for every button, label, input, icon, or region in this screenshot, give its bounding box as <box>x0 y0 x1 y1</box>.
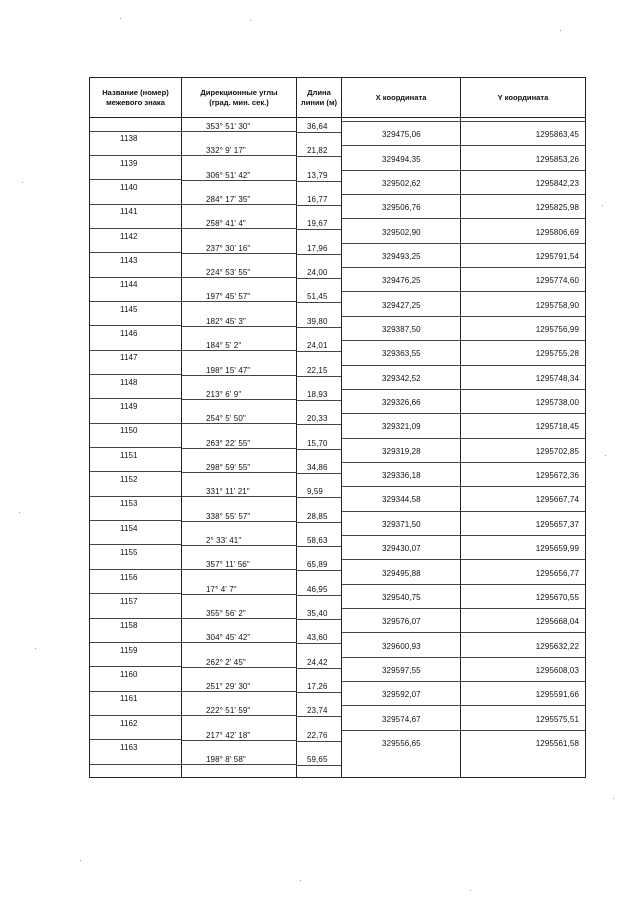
row-separator <box>90 277 181 278</box>
row-separator <box>90 544 181 545</box>
directional-angle: 184° 5' 2" <box>206 341 242 351</box>
row-separator <box>182 423 296 424</box>
row-separator <box>90 691 181 692</box>
line-length: 24,00 <box>307 268 328 278</box>
row-separator <box>297 716 341 717</box>
header-y-coordinate: Y координата <box>461 78 586 118</box>
row-separator <box>182 569 296 570</box>
row-separator <box>342 365 460 366</box>
row-separator <box>297 156 341 157</box>
y-coordinate: 1295667,74 <box>535 495 579 505</box>
directional-angle: 197° 45' 57" <box>206 292 251 302</box>
row-separator <box>297 254 341 255</box>
point-name: 1153 <box>120 499 138 509</box>
directional-angle: 182° 45' 3" <box>206 316 246 326</box>
point-name: 1141 <box>120 207 138 217</box>
row-separator <box>461 145 585 146</box>
row-separator <box>342 170 460 171</box>
row-separator <box>90 642 181 643</box>
row-separator <box>461 681 585 682</box>
point-name: 1160 <box>120 669 138 679</box>
directional-angle: 217° 42' 18" <box>206 730 251 740</box>
x-coordinate: 329342,52 <box>382 373 421 383</box>
directional-angle: 254° 5' 50" <box>206 414 246 424</box>
column-x-coordinate <box>342 118 461 778</box>
scan-speck <box>613 798 614 799</box>
line-length: 16,77 <box>307 195 328 205</box>
x-coordinate: 329344,58 <box>382 495 421 505</box>
row-separator <box>461 267 585 268</box>
row-separator <box>461 340 585 341</box>
column-point-name <box>90 118 182 778</box>
row-separator <box>90 764 181 765</box>
header-point-name: Название (номер) межевого знака <box>90 78 182 118</box>
scan-speck <box>120 18 121 19</box>
column-directional-angle <box>182 118 297 778</box>
row-separator <box>461 535 585 536</box>
directional-angle: 338° 55' 57" <box>206 511 251 521</box>
row-separator <box>342 486 460 487</box>
y-coordinate: 1295748,34 <box>535 373 579 383</box>
row-separator <box>342 316 460 317</box>
point-name: 1154 <box>120 523 138 533</box>
x-coordinate: 329556,65 <box>382 738 421 748</box>
row-separator <box>90 374 181 375</box>
row-separator <box>90 155 181 156</box>
line-length: 23,74 <box>307 706 328 716</box>
row-separator <box>90 398 181 399</box>
point-name: 1140 <box>120 182 138 192</box>
row-separator <box>90 471 181 472</box>
row-separator <box>90 228 181 229</box>
y-coordinate: 1295738,00 <box>535 398 579 408</box>
line-length: 46,95 <box>307 584 328 594</box>
point-name: 1161 <box>120 694 138 704</box>
row-separator <box>461 632 585 633</box>
point-name: 1156 <box>120 572 138 582</box>
line-length: 36,64 <box>307 122 328 131</box>
directional-angle: 224° 53' 55" <box>206 268 251 278</box>
x-coordinate: 329363,55 <box>382 349 421 359</box>
row-separator <box>342 389 460 390</box>
row-separator <box>342 267 460 268</box>
x-coordinate: 329475,06 <box>382 130 421 140</box>
row-separator <box>90 569 181 570</box>
row-separator <box>342 438 460 439</box>
y-coordinate: 1295659,99 <box>535 544 579 554</box>
directional-angle: 331° 11' 21" <box>206 487 250 497</box>
row-separator <box>297 376 341 377</box>
point-name: 1158 <box>120 621 138 631</box>
line-length: 24,42 <box>307 657 328 667</box>
point-name: 1151 <box>120 450 138 460</box>
directional-angle: 298° 59' 55" <box>206 462 251 472</box>
row-separator <box>461 559 585 560</box>
row-separator <box>182 155 296 156</box>
x-coordinate: 329600,93 <box>382 641 421 651</box>
row-separator <box>90 301 181 302</box>
scan-speck <box>605 455 606 456</box>
row-separator <box>342 462 460 463</box>
row-separator <box>182 691 296 692</box>
row-separator <box>182 448 296 449</box>
row-separator <box>461 291 585 292</box>
row-separator <box>342 145 460 146</box>
y-coordinate: 1295718,45 <box>535 422 579 432</box>
x-coordinate: 329597,55 <box>382 665 421 675</box>
scan-speck <box>250 20 251 21</box>
row-separator <box>342 608 460 609</box>
row-separator <box>182 301 296 302</box>
row-separator <box>342 340 460 341</box>
row-separator <box>90 715 181 716</box>
y-coordinate: 1295575,51 <box>535 714 579 724</box>
row-separator <box>461 413 585 414</box>
row-separator <box>461 705 585 706</box>
y-coordinate: 1295755,28 <box>535 349 579 359</box>
row-separator <box>297 595 341 596</box>
x-coordinate: 329493,25 <box>382 251 421 261</box>
x-coordinate: 329319,28 <box>382 446 421 456</box>
x-coordinate: 329502,62 <box>382 178 421 188</box>
point-name: 1149 <box>120 402 138 412</box>
x-coordinate: 329502,90 <box>382 227 421 237</box>
row-separator <box>461 438 585 439</box>
y-coordinate: 1295774,60 <box>535 276 579 286</box>
line-length: 65,89 <box>307 560 328 570</box>
line-length: 19,67 <box>307 219 328 229</box>
row-separator <box>90 204 181 205</box>
row-separator <box>297 400 341 401</box>
directional-angle: 284° 17' 35" <box>206 195 251 205</box>
x-coordinate: 329592,07 <box>382 690 421 700</box>
line-length: 9,59 <box>307 487 323 497</box>
row-separator <box>297 181 341 182</box>
row-separator <box>90 520 181 521</box>
row-separator <box>182 472 296 473</box>
y-coordinate: 1295791,54 <box>535 251 579 261</box>
row-separator <box>342 121 460 122</box>
scan-speck <box>560 30 561 31</box>
row-separator <box>461 365 585 366</box>
row-separator <box>182 375 296 376</box>
directional-angle: 17° 4' 7" <box>206 584 237 594</box>
row-separator <box>461 462 585 463</box>
row-separator <box>297 668 341 669</box>
row-separator <box>90 252 181 253</box>
point-name: 1159 <box>120 645 138 655</box>
row-separator <box>182 667 296 668</box>
row-separator <box>182 399 296 400</box>
row-separator <box>342 511 460 512</box>
directional-angle: 258° 41' 4" <box>206 219 246 229</box>
point-name: 1139 <box>120 158 138 168</box>
x-coordinate: 329427,25 <box>382 300 421 310</box>
directional-angle: 304° 45' 42" <box>206 633 251 643</box>
point-name: 1157 <box>120 596 138 606</box>
row-separator <box>461 243 585 244</box>
directional-angle: 357° 11' 56" <box>206 560 250 570</box>
row-separator <box>297 205 341 206</box>
x-coordinate: 329430,07 <box>382 544 421 554</box>
y-coordinate: 1295657,37 <box>535 519 579 529</box>
row-separator <box>182 180 296 181</box>
x-coordinate: 329336,18 <box>382 471 421 481</box>
directional-angle: 263° 22' 55" <box>206 438 251 448</box>
directional-angle: 237° 30' 16" <box>206 243 251 253</box>
row-separator <box>342 559 460 560</box>
scan-speck <box>22 182 23 183</box>
point-name: 1145 <box>120 304 138 314</box>
line-length: 34,86 <box>307 462 328 472</box>
row-separator <box>182 764 296 765</box>
row-separator <box>297 497 341 498</box>
row-separator <box>297 351 341 352</box>
directional-angle: 198° 8' 58" <box>206 755 246 765</box>
row-separator <box>461 511 585 512</box>
row-separator <box>90 496 181 497</box>
line-length: 43,60 <box>307 633 328 643</box>
point-name: 1147 <box>120 353 138 363</box>
row-separator <box>342 657 460 658</box>
row-separator <box>182 521 296 522</box>
line-length: 22,76 <box>307 730 328 740</box>
row-separator <box>297 570 341 571</box>
row-separator <box>182 740 296 741</box>
row-separator <box>90 739 181 740</box>
scan-speck <box>470 890 471 891</box>
table-header-row <box>90 78 586 118</box>
line-length: 59,65 <box>307 755 328 765</box>
row-separator <box>297 692 341 693</box>
y-coordinate: 1295632,22 <box>535 641 579 651</box>
row-separator <box>182 277 296 278</box>
x-coordinate: 329576,07 <box>382 617 421 627</box>
row-separator <box>461 121 585 122</box>
directional-angle: 332° 9' 17" <box>206 146 246 156</box>
x-coordinate: 329574,67 <box>382 714 421 724</box>
scan-speck <box>35 648 36 649</box>
row-separator <box>297 522 341 523</box>
point-name: 1162 <box>120 718 138 728</box>
line-length: 22,15 <box>307 365 328 375</box>
directional-angle: 306° 51' 42" <box>206 170 251 180</box>
row-separator <box>342 730 460 731</box>
x-coordinate: 329321,09 <box>382 422 421 432</box>
directional-angle: 355° 56' 2" <box>206 609 246 618</box>
row-separator <box>182 253 296 254</box>
row-separator <box>461 486 585 487</box>
row-separator <box>461 657 585 658</box>
row-separator <box>182 496 296 497</box>
point-name: 1138 <box>120 134 138 144</box>
row-separator <box>297 449 341 450</box>
row-separator <box>297 229 341 230</box>
scan-speck <box>80 860 81 861</box>
y-coordinate: 1295842,23 <box>535 178 579 188</box>
row-separator <box>182 545 296 546</box>
x-coordinate: 329494,35 <box>382 154 421 164</box>
line-length: 51,45 <box>307 292 328 302</box>
point-name: 1148 <box>120 377 138 387</box>
row-separator <box>182 715 296 716</box>
y-coordinate: 1295670,55 <box>535 592 579 602</box>
directional-angle: 2° 33' 41" <box>206 535 242 545</box>
point-name: 1143 <box>120 255 138 265</box>
row-separator <box>297 546 341 547</box>
header-directional-angle: Дирекционные углы (град. мин. сек.) <box>182 78 297 118</box>
row-separator <box>90 325 181 326</box>
row-separator <box>342 681 460 682</box>
row-separator <box>461 730 585 731</box>
y-coordinate: 1295608,03 <box>535 665 579 675</box>
row-separator <box>342 218 460 219</box>
row-separator <box>297 132 341 133</box>
row-separator <box>90 618 181 619</box>
x-coordinate: 329506,76 <box>382 203 421 213</box>
row-separator <box>90 423 181 424</box>
row-separator <box>461 389 585 390</box>
row-separator <box>461 584 585 585</box>
point-name: 1142 <box>120 231 138 241</box>
line-length: 28,85 <box>307 511 328 521</box>
boundary-points-table <box>89 77 586 778</box>
scan-speck <box>300 880 301 881</box>
row-separator <box>297 619 341 620</box>
row-separator <box>342 243 460 244</box>
y-coordinate: 1295656,77 <box>535 568 579 578</box>
row-separator <box>297 643 341 644</box>
line-length: 39,80 <box>307 316 328 326</box>
row-separator <box>297 327 341 328</box>
point-name: 1152 <box>120 475 138 485</box>
directional-angle: 251° 29' 30" <box>206 682 251 692</box>
row-separator <box>297 302 341 303</box>
line-length: 17,96 <box>307 243 328 253</box>
row-separator <box>461 194 585 195</box>
y-coordinate: 1295591,66 <box>535 690 579 700</box>
row-separator <box>182 594 296 595</box>
row-separator <box>461 608 585 609</box>
y-coordinate: 1295825,98 <box>535 203 579 213</box>
y-coordinate: 1295668,04 <box>535 617 579 627</box>
y-coordinate: 1295756,99 <box>535 325 579 334</box>
scan-speck <box>19 512 20 513</box>
y-coordinate: 1295853,26 <box>535 154 579 164</box>
row-separator <box>297 473 341 474</box>
row-separator <box>90 179 181 180</box>
row-separator <box>182 204 296 205</box>
point-name: 1150 <box>120 426 138 436</box>
row-separator <box>342 535 460 536</box>
point-name: 1146 <box>120 329 138 338</box>
x-coordinate: 329540,75 <box>382 592 421 602</box>
directional-angle: 198° 15' 47" <box>206 365 251 375</box>
line-length: 58,63 <box>307 535 328 545</box>
y-coordinate: 1295863,45 <box>535 130 579 140</box>
row-separator <box>182 131 296 132</box>
row-separator <box>182 618 296 619</box>
directional-angle: 353° 51' 30" <box>206 122 251 131</box>
row-separator <box>461 170 585 171</box>
directional-angle: 222° 51' 59" <box>206 706 251 716</box>
row-separator <box>182 228 296 229</box>
line-length: 24,01 <box>307 341 328 351</box>
x-coordinate: 329387,50 <box>382 325 421 334</box>
row-separator <box>461 316 585 317</box>
point-name: 1155 <box>120 548 138 558</box>
row-separator <box>182 326 296 327</box>
row-separator <box>342 584 460 585</box>
scan-speck <box>602 205 603 206</box>
row-separator <box>342 705 460 706</box>
y-coordinate: 1295702,85 <box>535 446 579 456</box>
point-name: 1163 <box>120 742 138 752</box>
row-separator <box>90 666 181 667</box>
row-separator <box>342 291 460 292</box>
row-separator <box>297 741 341 742</box>
y-coordinate: 1295806,69 <box>535 227 579 237</box>
line-length: 21,82 <box>307 146 328 156</box>
row-separator <box>90 447 181 448</box>
row-separator <box>90 350 181 351</box>
point-name: 1144 <box>120 280 138 290</box>
row-separator <box>342 413 460 414</box>
row-separator <box>297 424 341 425</box>
line-length: 20,33 <box>307 414 328 424</box>
row-separator <box>90 131 181 132</box>
row-separator <box>182 642 296 643</box>
table-body-row <box>90 118 586 778</box>
y-coordinate: 1295561,58 <box>535 738 579 748</box>
line-length: 17,26 <box>307 682 328 692</box>
header-x-coordinate: X координата <box>342 78 461 118</box>
row-separator <box>182 350 296 351</box>
row-separator <box>90 593 181 594</box>
row-separator <box>342 632 460 633</box>
y-coordinate: 1295758,90 <box>535 300 579 310</box>
directional-angle: 213° 6' 9" <box>206 389 242 399</box>
x-coordinate: 329326,66 <box>382 398 421 408</box>
x-coordinate: 329371,50 <box>382 519 421 529</box>
line-length: 15,70 <box>307 438 328 448</box>
directional-angle: 262° 2' 45" <box>206 657 246 667</box>
line-length: 18,93 <box>307 389 328 399</box>
column-y-coordinate <box>461 118 586 778</box>
row-separator <box>297 765 341 766</box>
line-length: 13,79 <box>307 170 328 180</box>
x-coordinate: 329495,88 <box>382 568 421 578</box>
row-separator <box>297 278 341 279</box>
row-separator <box>461 218 585 219</box>
line-length: 35,40 <box>307 609 328 618</box>
row-separator <box>342 194 460 195</box>
y-coordinate: 1295672,36 <box>535 471 579 481</box>
header-line-length: Длина линии (м) <box>297 78 342 118</box>
x-coordinate: 329476,25 <box>382 276 421 286</box>
column-line-length <box>297 118 342 778</box>
